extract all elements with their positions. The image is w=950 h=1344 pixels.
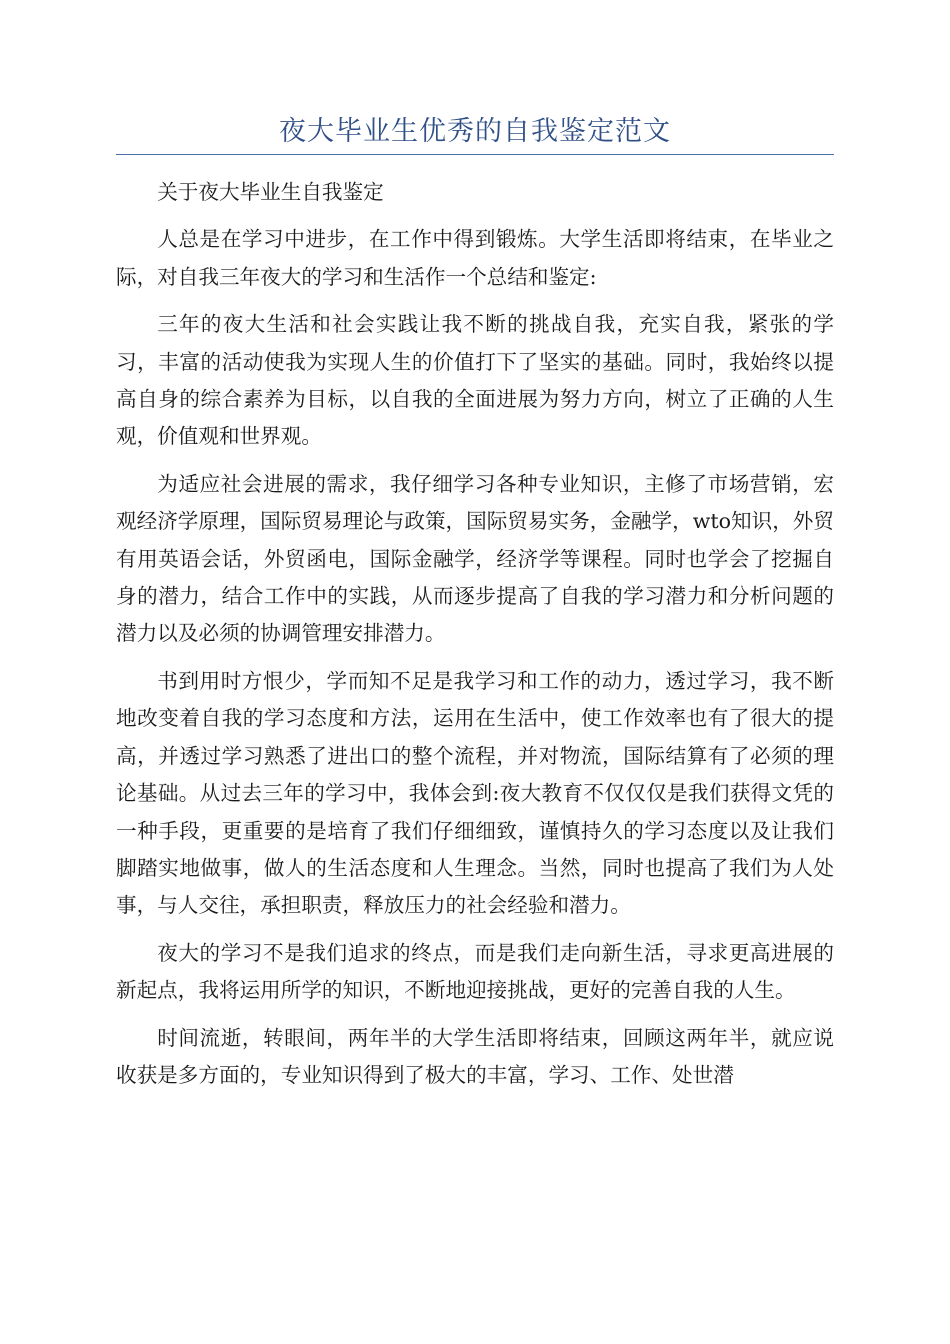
document-body: [116, 174, 834, 1104]
paragraph: 关于夜大毕业生自我鉴定: [157, 180, 384, 204]
paragraph: 时间流逝，转眼间，两年半的大学生活即将结束，回顾这两年半，就应说收获是多方面的，专业知识得到了极大的丰富，学习、工作、处世潜: [116, 1025, 834, 1087]
paragraph: 人总是在学习中进步，在工作中得到锻炼。大学生活即将结束，在毕业之际，对自我三年夜大的学习和生活作一个总结和鉴定:: [116, 227, 834, 289]
title-underline: [116, 154, 834, 155]
document-title: 夜大毕业生优秀的自我鉴定范文: [279, 116, 671, 147]
paragraph: 三年的夜大生活和社会实践让我不断的挑战自我，充实自我，紧张的学习，丰富的活动使我为实现人生的价值打下了坚实的基础。同时，我始终以提高自身的综合素养为目标，以自我的全面进展为努力方向，树立了正确的人生观，价值观和世界观。: [116, 312, 834, 449]
paragraph: 为适应社会进展的需求，我仔细学习各种专业知识，主修了市场营销，宏观经济学原理，国际贸易理论与政策，国际贸易实务，金融学，wto知识，外贸有用英语会话，外贸函电，国际金融学，经济学等课程。同时也学会了挖掘自身的潜力，结合工作中的实践，从而逐步提高了自我的学习潜力和分析问题的潜力以及必须的协调管理安排潜力。: [116, 471, 834, 646]
paragraph: 书到用时方恨少，学而知不足是我学习和工作的动力，透过学习，我不断地改变着自我的学习态度和方法，运用在生活中，使工作效率也有了很大的提高，并透过学习熟悉了进出口的整个流程，并对物流，国际结算有了必须的理论基础。从过去三年的学习中，我体会到:夜大教育不仅仅仅是我们获得文凭的一种手段，更重要的是培育了我们仔细细致，谨慎持久的学习态度以及让我们脚踏实地做事，做人的生活态度和人生理念。当然，同时也提高了我们为人处事，与人交往，承担职责，释放压力的社会经验和潜力。: [116, 668, 834, 918]
paragraph: 夜大的学习不是我们追求的终点，而是我们走向新生活，寻求更高进展的新起点，我将运用所学的知识，不断地迎接挑战，更好的完善自我的人生。: [116, 940, 834, 1003]
